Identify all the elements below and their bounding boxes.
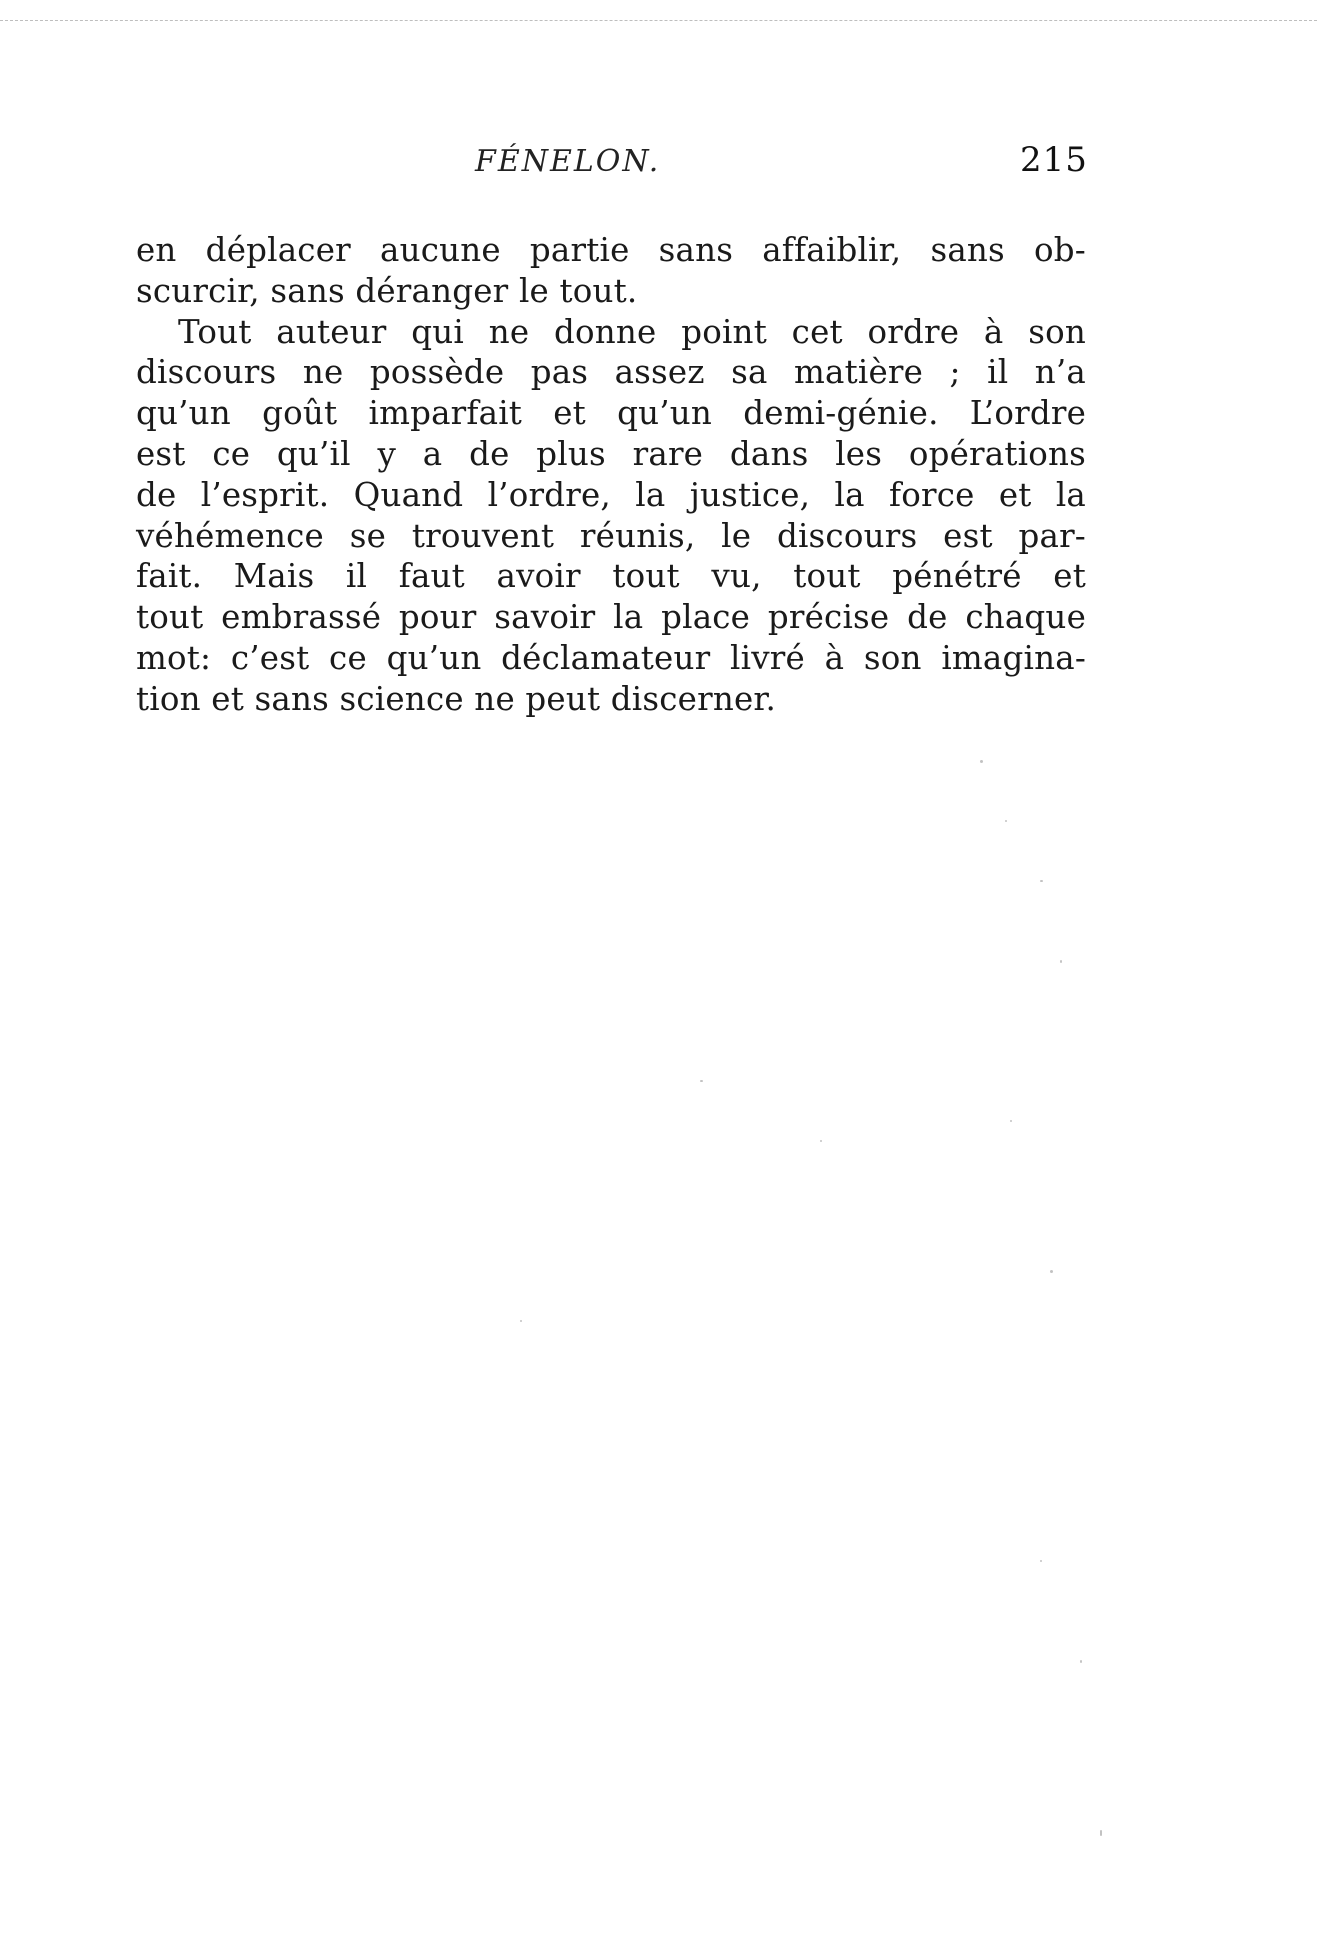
text-line: tout embrassé pour savoir la place précise de chaque: [136, 598, 1086, 637]
running-title: FÉNELON.: [475, 144, 661, 179]
scan-speck: [980, 760, 983, 763]
text-line: scurcir, sans déranger le tout.: [136, 271, 638, 310]
scan-speck: [1060, 960, 1062, 963]
scan-edge-rule: [0, 20, 1317, 21]
text-line: tion et sans science ne peut discerner.: [136, 679, 777, 718]
text-line: mot: c’est ce qu’un déclamateur livré à son imagina-: [136, 638, 1086, 677]
text-line: qu’un goût imparfait et qu’un demi-génie. L’ordre: [136, 394, 1086, 433]
scan-speck: [1100, 1830, 1102, 1836]
text-line: en déplacer aucune partie sans affaiblir, sans ob-: [136, 231, 1086, 269]
scan-speck: [700, 1080, 703, 1082]
text-line: est ce qu’il y a de plus rare dans les opérations: [136, 434, 1086, 473]
scan-speck: [1005, 820, 1007, 822]
scan-speck: [1040, 880, 1043, 882]
scan-speck: [1080, 1660, 1082, 1663]
text-line: de l’esprit. Quand l’ordre, la justice, la force et la: [136, 475, 1086, 514]
page-number: 215: [1020, 140, 1088, 180]
text-line: discours ne possède pas assez sa matière ; il n’a: [136, 353, 1086, 392]
scan-speck: [1040, 1560, 1042, 1562]
scan-speck: [820, 1140, 822, 1142]
text-line: véhémence se trouvent réunis, le discours est par-: [136, 516, 1086, 555]
text-line: fait. Mais il faut avoir tout vu, tout pénétré et: [136, 557, 1086, 596]
body-text: [136, 230, 1086, 720]
text-line: Tout auteur qui ne donne point cet ordre à son: [178, 312, 1086, 351]
scan-speck: [1050, 1270, 1053, 1273]
scan-speck: [520, 1320, 522, 1322]
running-head: [0, 140, 1317, 184]
scan-speck: [1010, 1120, 1012, 1122]
